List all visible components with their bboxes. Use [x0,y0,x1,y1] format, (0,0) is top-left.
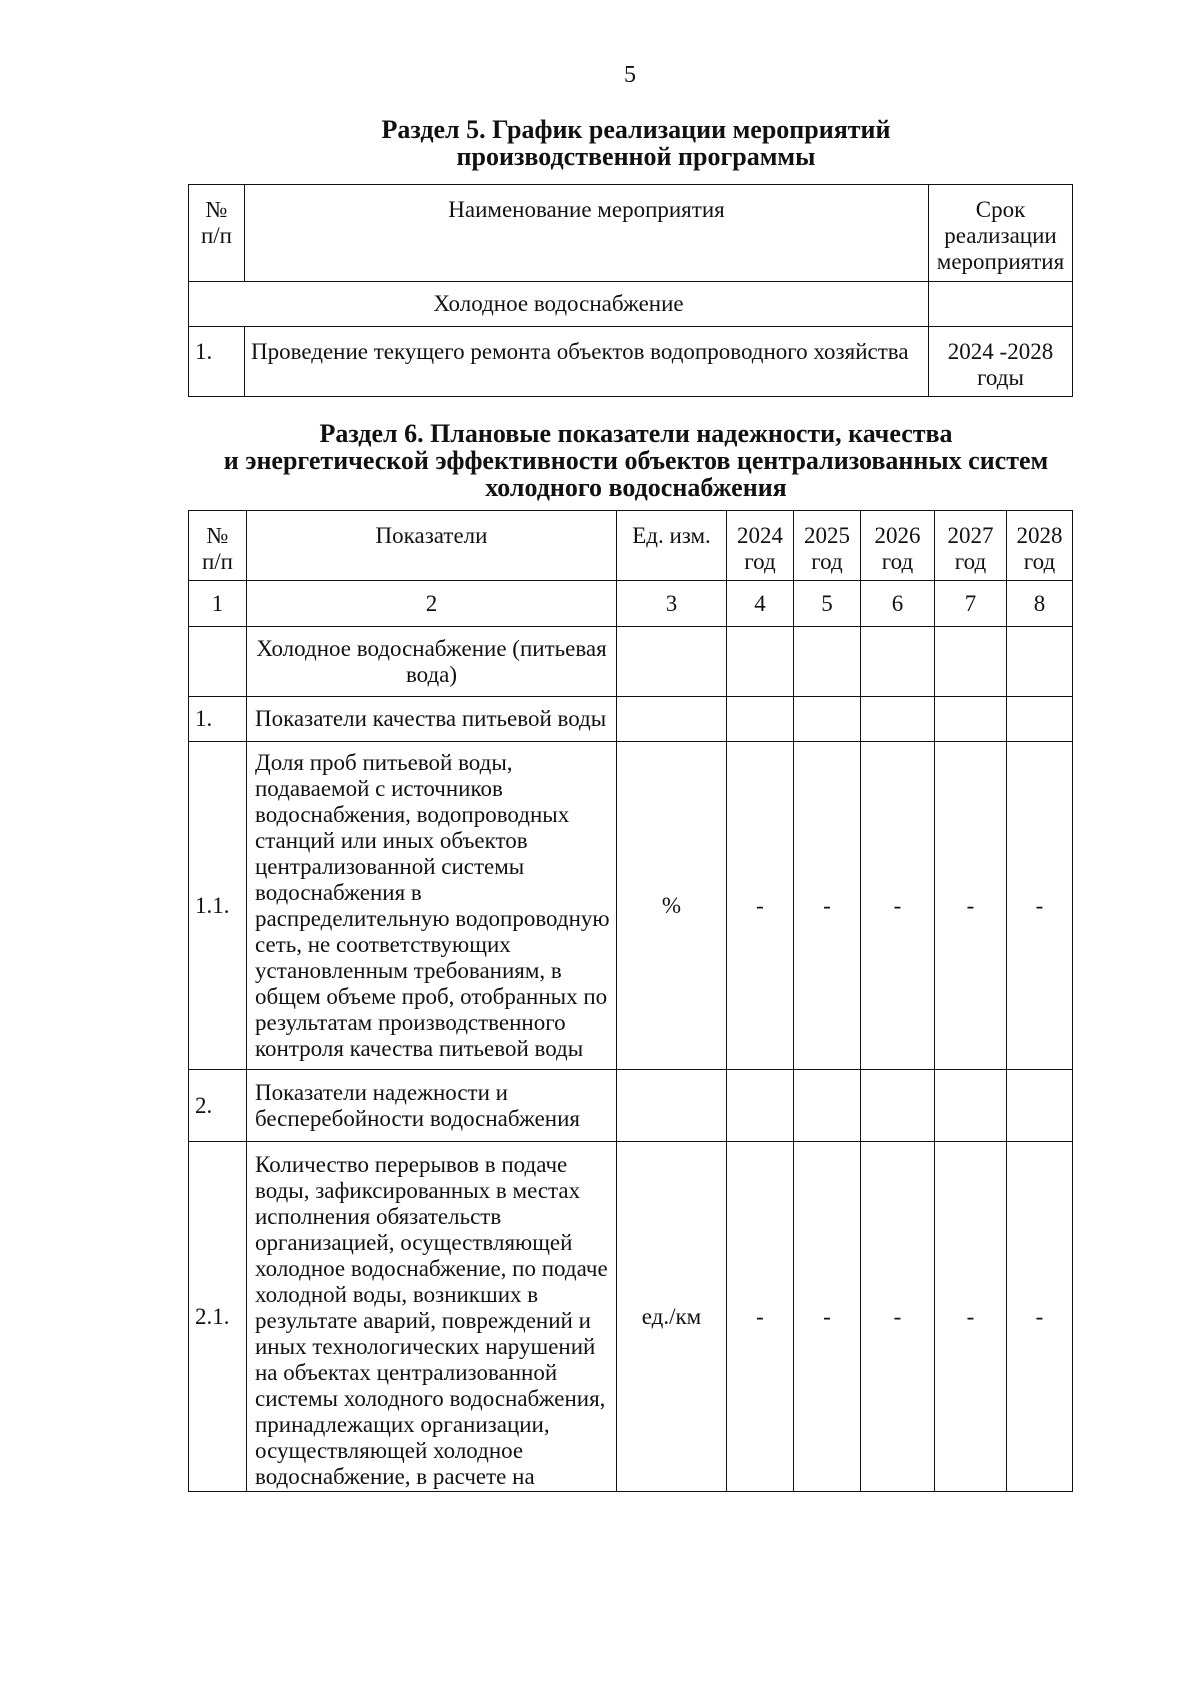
header-unit: Ед. изм. [617,511,727,581]
header-name: Наименование мероприятия [245,185,929,282]
value-2024: - [727,742,794,1070]
empty-cell [617,627,727,697]
section5-title [186,116,1086,170]
header-year-2027: 2027 год [935,511,1007,581]
empty-cell [794,697,861,742]
table-row [189,697,1073,742]
row-name: Проведение текущего ремонта объектов водопроводного хозяйства [245,327,929,397]
row-text: Показатели качества питьевой воды [247,697,617,742]
col-number-8: 8 [1007,581,1073,627]
section5-title-line1: Раздел 5. График реализации мероприятий [381,115,891,144]
header-indicator: Показатели [247,511,617,581]
empty-cell [617,697,727,742]
header-year-2025: 2025 год [794,511,861,581]
col-number-2: 2 [247,581,617,627]
group-row [189,282,1073,327]
header-num: № п/п [189,511,247,581]
section5-table [188,184,1073,397]
row-num: 2.1. [189,1142,247,1492]
value-2027: - [935,742,1007,1070]
empty-cell [794,627,861,697]
section5-title-line2: производственной программы [456,142,816,171]
value-2028: - [1007,742,1073,1070]
row-unit: % [617,742,727,1070]
empty-cell [935,697,1007,742]
table-row [189,742,1073,1070]
value-2026: - [861,742,935,1070]
row-text: Доля проб питьевой воды, подаваемой с источников водоснабжения, водопроводных станций или иных объектов централизованной системы водоснабжения в распределительную водопроводную сеть, не соответствующих установленным требованиям, в общем объеме проб, отобранных по результатам производственного контроля качества питьевой воды [247,742,617,1070]
empty-cell [1007,627,1073,697]
value-2024: - [727,1142,794,1492]
empty-cell [1007,697,1073,742]
empty-cell [727,627,794,697]
empty-cell [1007,1070,1073,1142]
page-number: 5 [624,62,636,88]
header-num: № п/п [189,185,245,282]
empty-cell [794,1070,861,1142]
col-number-3: 3 [617,581,727,627]
row-num: 2. [189,1070,247,1142]
table-header-row [189,511,1073,581]
table-row [189,327,1073,397]
row-num: 1.1. [189,742,247,1070]
row-term [929,327,1073,397]
col-number-7: 7 [935,581,1007,627]
row-num: 1. [189,327,245,397]
value-2025: - [794,1142,861,1492]
header-year-2024: 2024 год [727,511,794,581]
section6-title-line1: Раздел 6. Плановые показатели надежности, качества [319,419,953,448]
col-number-4: 4 [727,581,794,627]
empty-cell [861,627,935,697]
row-num: 1. [189,697,247,742]
value-2028: - [1007,1142,1073,1492]
header-year-2026: 2026 год [861,511,935,581]
empty-cell [727,1070,794,1142]
table-header-row [189,185,1073,282]
empty-cell [861,697,935,742]
column-number-row [189,581,1073,627]
empty-cell [727,697,794,742]
table-row [189,1070,1073,1142]
value-2026: - [861,1142,935,1492]
group-row [189,627,1073,697]
header-year-2028: 2028 год [1007,511,1073,581]
header-term: Срок реализации мероприятия [929,185,1073,282]
row-term-years: 2024 -2028 [947,339,1054,364]
row-text: Показатели надежности и бесперебойности водоснабжения [247,1070,617,1142]
group-label: Холодное водоснабжение (питьевая вода) [247,627,617,697]
row-unit: ед./км [617,1142,727,1492]
col-number-5: 5 [794,581,861,627]
empty-cell [935,1070,1007,1142]
section6-title-line3: холодного водоснабжения [485,473,787,502]
empty-cell [929,282,1073,327]
col-number-1: 1 [189,581,247,627]
section6-table [188,510,1073,1492]
section6-title-line2: и энергетической эффективности объектов централизованных систем [223,446,1049,475]
section6-title [186,420,1086,501]
empty-cell [935,627,1007,697]
empty-cell [617,1070,727,1142]
value-2027: - [935,1142,1007,1492]
empty-cell [861,1070,935,1142]
table-row [189,1142,1073,1492]
row-text: Количество перерывов в подаче воды, зафиксированных в местах исполнения обязательств организацией, осуществляющей холодное водоснабжение, по подаче холодной воды, возникших в результате аварий, повреждений и иных технологических нарушений на объектах централизованной системы холодного водоснабжения, принадлежащих организации, осуществляющей холодное водоснабжение, в расчете на [247,1142,617,1492]
row-term-unit: годы [977,365,1024,390]
empty-cell [189,627,247,697]
col-number-6: 6 [861,581,935,627]
group-label: Холодное водоснабжение [189,282,929,327]
value-2025: - [794,742,861,1070]
